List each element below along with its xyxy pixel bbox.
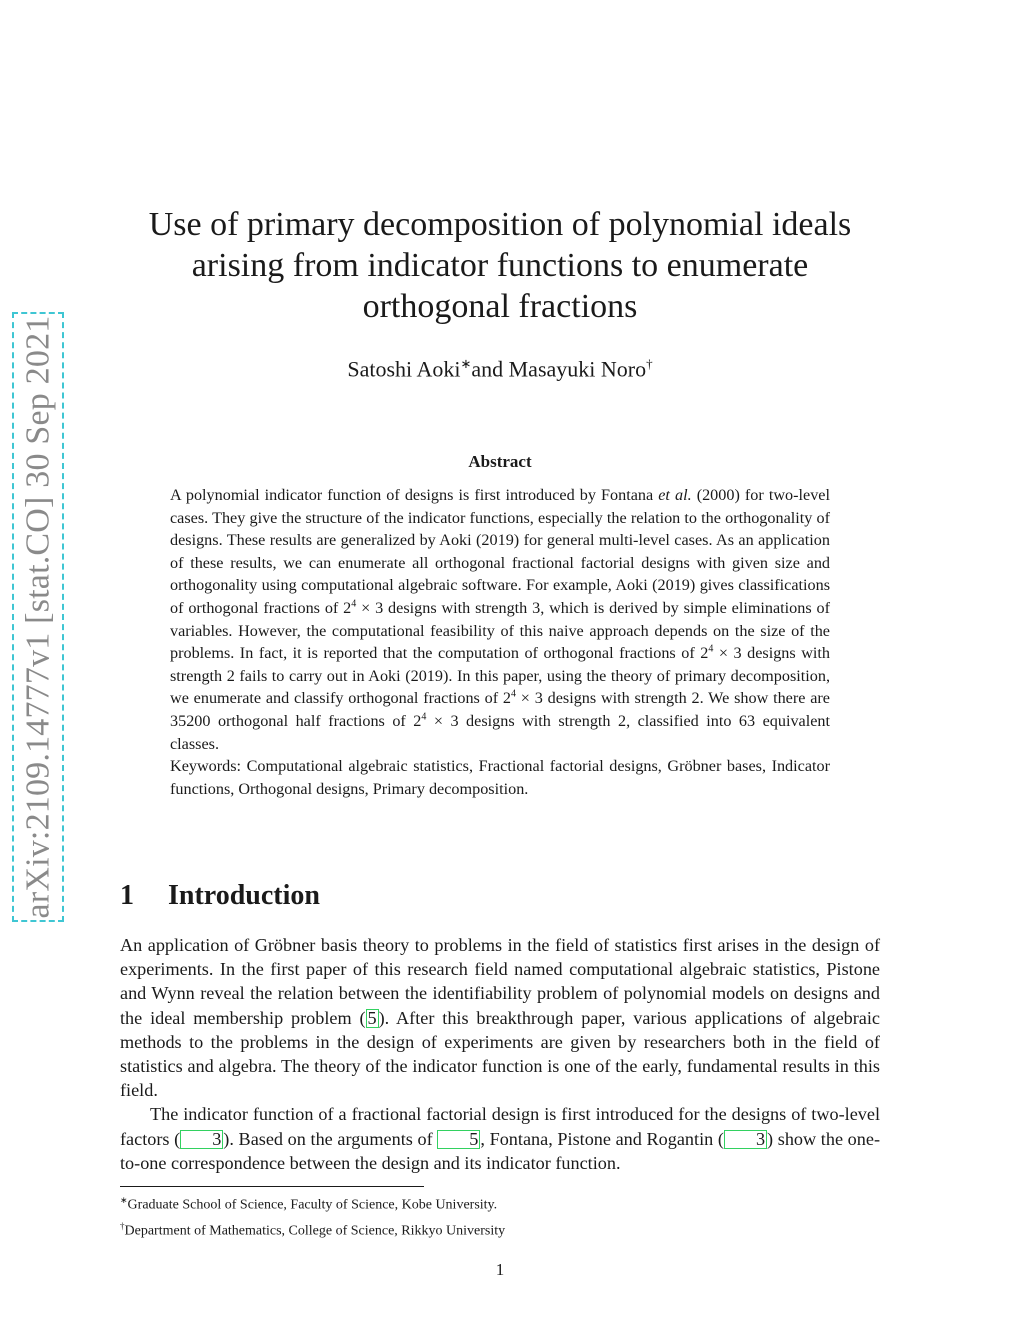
footnote-mark: † [120, 1220, 125, 1231]
author-list [120, 356, 880, 382]
footnote [120, 1190, 880, 1216]
abstract-text: × 3 designs with strength 2. We show there are 35200 orthogonal half fractions of 2 [170, 689, 830, 730]
abstract-text: A polynomial indicator function of designs is first introduced by Fontana [170, 486, 659, 504]
section-number: 1 [120, 880, 134, 911]
exponent: 4 [511, 688, 517, 700]
author-name: and Masayuki Noro [471, 356, 647, 382]
paper-title [120, 204, 880, 327]
citation-link[interactable]: 3 [724, 1130, 767, 1149]
abstract-text: × 3 designs with strength 3, which is derived by simple eliminations of variables. However, the computational feasibility of this naive approach depends on the size of the problems. In fact, it is reported that the computation of orthogonal fractions of 2 [170, 598, 831, 663]
intro-paragraph [120, 1102, 880, 1175]
intro-text: An application of Gröbner basis theory to problems in the field of statistics first arises in the design of experiments. In the first paper of this research field named computational algebraic statistics, Pistone and Wynn reveal the relation between the identifiability problem of polynomial models on designs and the ideal membership problem ( [120, 935, 880, 1028]
intro-paragraph [120, 933, 880, 1102]
exponent: 4 [351, 598, 357, 610]
intro-text: ) show the one-to-one correspondence between the design and its indicator function. [120, 1128, 880, 1173]
exponent: 4 [708, 643, 714, 655]
abstract-text: × 3 designs with strength 2, classified into 63 equivalent classes. [170, 711, 830, 753]
citation-link[interactable]: 3 [180, 1130, 223, 1149]
abstract-emphasis: et al. [658, 486, 692, 504]
title-line: arising from indicator functions to enumerate [191, 247, 809, 284]
footnote-divider [120, 1186, 424, 1187]
abstract-text: × 3 designs with strength 2 fails to carry out in Aoki (2019). In this paper, using the theory of primary decomposition, we enumerate and classify orthogonal fractions of 2 [170, 644, 830, 708]
footnote-mark[interactable]: ∗ [460, 356, 472, 371]
keywords: Keywords: Computational algebraic statistics, Fractional factorial designs, Gröbner bases, Indicator functions, Orthogonal designs, Primary decomposition. [170, 757, 830, 798]
citation-link[interactable]: 5 [437, 1130, 480, 1149]
footnote-mark[interactable]: † [646, 356, 653, 371]
section-title: Introduction [168, 880, 320, 911]
abstract-body [170, 484, 830, 800]
intro-text: The indicator function of a fractional factorial design is first introduced for the designs of two-level factors ( [120, 1104, 880, 1149]
abstract-text: (2000) for two-level cases. They give the structure of the indicator functions, especially the relation to the orthogonality of designs. These results are generalized by Aoki (2019) for general multi-level cases. As an application of these results, we can enumerate all orthogonal fractional factorial designs with given size and orthogonality using computational algebraic software. For example, Aoki (2019) gives classifications of orthogonal fractions of 2 [170, 486, 830, 617]
section-heading [120, 880, 320, 912]
arxiv-identifier-text: arXiv:2109.14777v1 [stat.CO] 30 Sep 2021 [19, 315, 57, 919]
title-line: orthogonal fractions [362, 288, 638, 325]
title-line: Use of primary decomposition of polynomial ideals [148, 206, 852, 243]
intro-text: , Fontana, Pistone and Rogantin ( [480, 1128, 724, 1149]
abstract-heading: Abstract [468, 452, 532, 471]
arxiv-identifier-stamp [12, 312, 64, 922]
footnote-text: Department of Mathematics, College of Science, Rikkyo University [124, 1223, 506, 1239]
author-name: Satoshi Aoki [347, 356, 461, 382]
page-number: 1 [495, 1260, 505, 1279]
footnote-text: Graduate School of Science, Faculty of Science, Kobe University. [127, 1197, 498, 1213]
footnotes [120, 1190, 880, 1241]
footnote-mark: ∗ [120, 1195, 128, 1205]
citation-link[interactable]: 5 [367, 1007, 377, 1028]
intro-text: ). After this breakthrough paper, various applications of algebraic methods to the problems in the design of experiments are given by researchers both in the field of statistics and algebra. The theory of the indicator function is one of the early, fundamental results in this field. [120, 1007, 880, 1101]
footnote [120, 1216, 880, 1242]
exponent: 4 [421, 711, 427, 723]
intro-text: ). Based on the arguments of [223, 1128, 438, 1149]
introduction-body [120, 933, 880, 1175]
abstract-paragraph [170, 484, 830, 755]
